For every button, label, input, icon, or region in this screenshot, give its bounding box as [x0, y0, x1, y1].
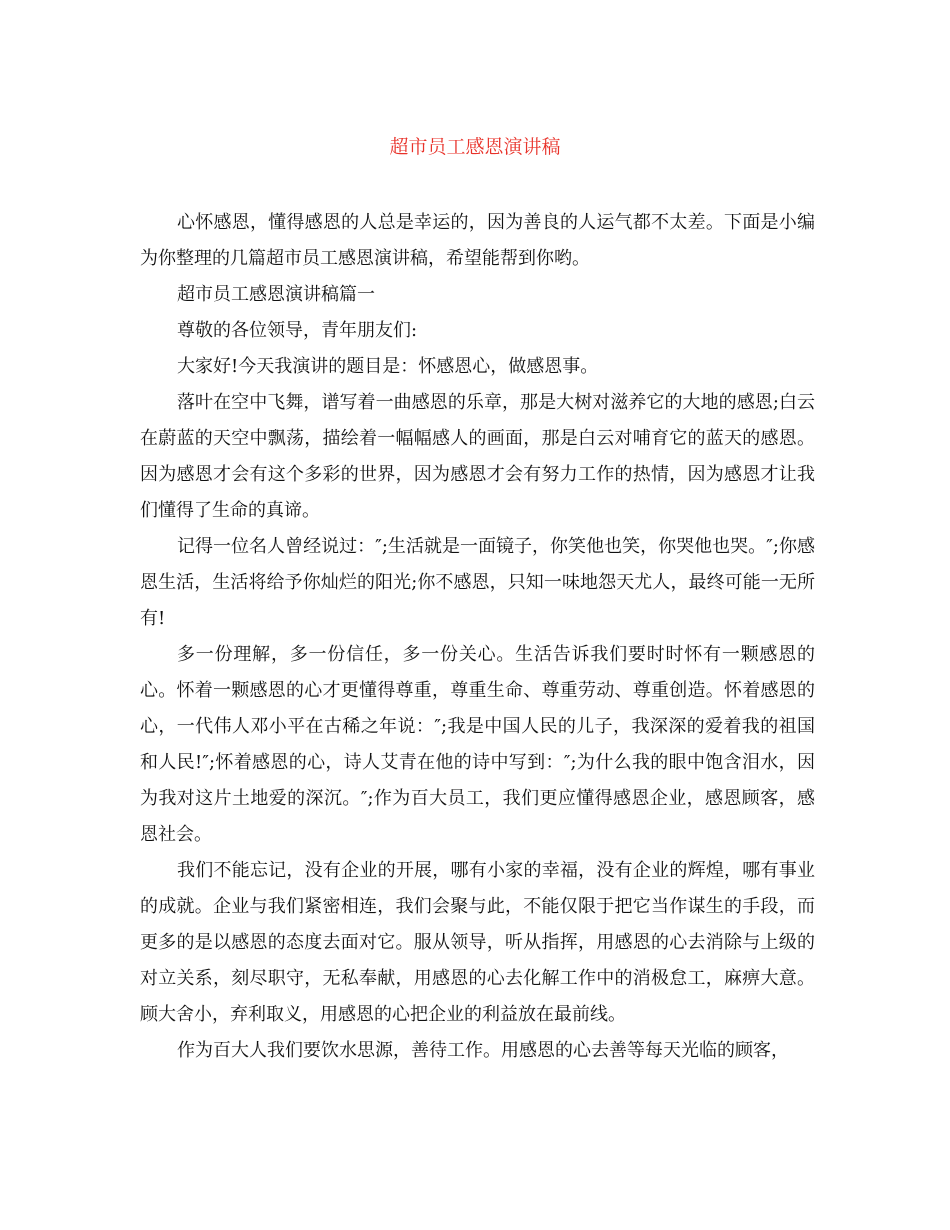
- salutation: 尊敬的各位领导，青年朋友们:: [177, 320, 418, 341]
- paragraph-enterprise: 我们不能忘记，没有企业的开展，哪有小家的幸福，没有企业的辉煌，哪有事业的成就。企业与我们紧密相连，我们会聚与此，不能仅限于把它当作谋生的手段，而更多的是以感恩的态度去面对它。服从领导，听从指挥，用感恩的心去消除与上级的对立关系，刻尽职守，无私奉献，用感恩的心去化解工作中的消极怠工，麻痹大意。顾大舍小，弃利取义，用感恩的心把企业的利益放在最前线。: [140, 860, 815, 1025]
- document-body: [140, 205, 815, 1069]
- paragraph-greeting: 大家好!今天我演讲的题目是：怀感恩心，做感恩事。: [177, 356, 599, 377]
- document-title: 超市员工感恩演讲稿: [389, 136, 561, 158]
- paragraph-intro: 心怀感恩，懂得感恩的人总是幸运的，因为善良的人运气都不太差。下面是小编为你整理的几篇超市员工感恩演讲稿，希望能帮到你哟。: [140, 212, 815, 269]
- paragraph-understanding: 多一份理解，多一份信任，多一份关心。生活告诉我们要时时怀有一颗感恩的心。怀着一颗感恩的心才更懂得尊重，尊重生命、尊重劳动、尊重创造。怀着感恩的心，一代伟人邓小平在古稀之年说：″;我是中国人民的儿子，我深深的爱着我的祖国和人民!″;怀着感恩的心，诗人艾青在他的诗中写到：″;为什么我的眼中饱含泪水，因为我对这片土地爱的深沉。″;作为百大员工，我们更应懂得感恩企业，感恩顾客，感恩社会。: [140, 644, 815, 845]
- paragraph-customers: 作为百大人我们要饮水思源，善待工作。用感恩的心去善等每天光临的顾客，: [177, 1040, 789, 1061]
- paragraph-mirror-quote: 记得一位名人曾经说过：″;生活就是一面镜子，你笑他也笑，你哭他也哭。″;你感恩生活，生活将给予你灿烂的阳光;你不感恩，只知一味地怨天尤人，最终可能一无所有!: [140, 536, 815, 629]
- paragraph-leaves-clouds: 落叶在空中飞舞，谱写着一曲感恩的乐章，那是大树对滋养它的大地的感恩;白云在蔚蓝的天空中飘荡，描绘着一幅幅感人的画面，那是白云对哺育它的蓝天的感恩。因为感恩才会有这个多彩的世界，因为感恩才会有努力工作的热情，因为感恩才让我们懂得了生命的真谛。: [140, 392, 815, 521]
- section-heading: 超市员工感恩演讲稿篇一: [177, 284, 375, 305]
